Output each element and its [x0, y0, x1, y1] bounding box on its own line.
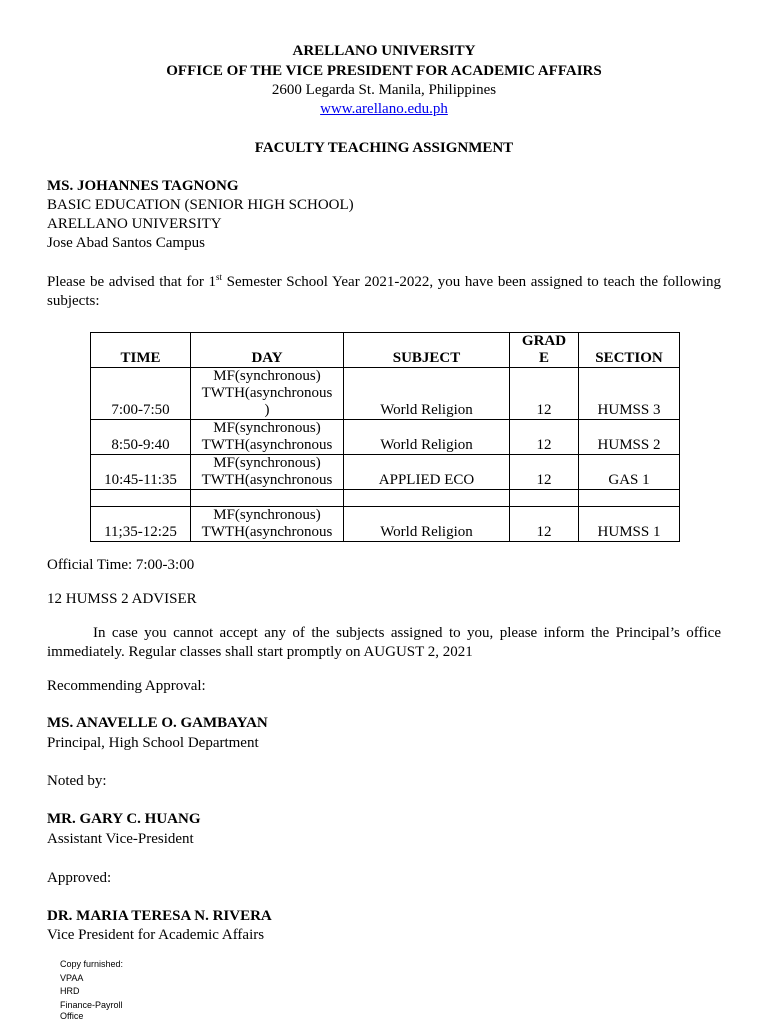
- cell-empty: [579, 490, 680, 507]
- intro-text-start: Please be advised that for 1: [47, 274, 217, 290]
- recipient-name: MS. JOHANNES TAGNONG: [47, 178, 239, 194]
- cell-grade: 12: [510, 455, 579, 490]
- assignment-table: [90, 332, 680, 542]
- cell-day: [191, 368, 344, 420]
- cell-grade: 12: [510, 420, 579, 455]
- copy-furnished-item: HRD: [60, 986, 80, 996]
- table-row-empty: [91, 490, 680, 507]
- intro-paragraph: [47, 273, 721, 311]
- copy-furnished-item: VPAA: [60, 972, 84, 983]
- notice-paragraph: In case you cannot accept any of the subjects assigned to you, please inform the Principal’s office immediately. Regular classes shall start promptly on AUGUST 2, 2021: [47, 625, 721, 660]
- cell-time: 11;35-12:25: [91, 507, 191, 542]
- cell-day: [191, 420, 344, 455]
- cell-empty: [510, 490, 579, 507]
- recipient-school: ARELLANO UNIVERSITY: [47, 216, 222, 232]
- recommending-title: Principal, High School Department: [47, 735, 259, 751]
- copy-furnished-item: Finance-Payroll: [60, 999, 123, 1010]
- recommending-label: Recommending Approval:: [47, 678, 206, 694]
- cell-day-line1: MF(synchronous): [213, 455, 321, 471]
- cell-time: 8:50-9:40: [91, 420, 191, 455]
- cell-day-line2: TWTH(asynchronous: [201, 437, 333, 453]
- approved-title: Vice President for Academic Affairs: [47, 927, 265, 943]
- table-header-row: [91, 333, 680, 368]
- cell-time: 7:00-7:50: [91, 368, 191, 420]
- header-grade: [510, 333, 579, 368]
- cell-day-line1: MF(synchronous): [213, 368, 321, 384]
- cell-section: HUMSS 2: [579, 420, 680, 455]
- recipient-department: BASIC EDUCATION (SENIOR HIGH SCHOOL): [47, 197, 354, 213]
- cell-day-line2: TWTH(asynchronous: [201, 472, 333, 488]
- header-section: SECTION: [579, 333, 680, 368]
- cell-empty: [91, 490, 191, 507]
- intro-text-end: Semester School Year 2021-2022, you have been assigned to teach the following subjects:: [47, 274, 722, 309]
- cell-empty: [344, 490, 510, 507]
- recipient-campus: Jose Abad Santos Campus: [47, 235, 205, 251]
- office-name: OFFICE OF THE VICE PRESIDENT FOR ACADEMIC AFFAIRS: [166, 63, 602, 79]
- cell-day-line2: TWTH(asynchronous: [201, 524, 333, 540]
- cell-section: HUMSS 1: [579, 507, 680, 542]
- university-name: ARELLANO UNIVERSITY: [292, 43, 476, 59]
- header-subject: SUBJECT: [344, 333, 510, 368]
- header-grade-line1: GRAD: [521, 333, 567, 349]
- approved-name: DR. MARIA TERESA N. RIVERA: [47, 908, 272, 924]
- cell-subject: World Religion: [344, 507, 510, 542]
- cell-grade: 12: [510, 507, 579, 542]
- cell-section: HUMSS 3: [579, 368, 680, 420]
- table-row: [91, 507, 680, 542]
- noted-label: Noted by:: [47, 773, 107, 789]
- cell-subject: World Religion: [344, 420, 510, 455]
- official-time: Official Time: 7:00-3:00: [47, 557, 195, 573]
- intro-superscript: st: [216, 272, 223, 282]
- recommending-name: MS. ANAVELLE O. GAMBAYAN: [47, 715, 268, 731]
- address: 2600 Legarda St. Manila, Philippines: [271, 82, 497, 98]
- cell-grade: 12: [510, 368, 579, 420]
- table-row: [91, 455, 680, 490]
- cell-subject: APPLIED ECO: [344, 455, 510, 490]
- copy-furnished-item: Office: [60, 1011, 84, 1021]
- cell-day: [191, 507, 344, 542]
- cell-day-line1: MF(synchronous): [213, 420, 321, 436]
- cell-subject: World Religion: [344, 368, 510, 420]
- document-title: FACULTY TEACHING ASSIGNMENT: [254, 140, 514, 156]
- copy-furnished-label: Copy furnished:: [60, 959, 124, 969]
- cell-day: [191, 455, 344, 490]
- table-row: [91, 368, 680, 420]
- cell-section: GAS 1: [579, 455, 680, 490]
- header-day: DAY: [191, 333, 344, 368]
- cell-time: 10:45-11:35: [91, 455, 191, 490]
- cell-day-line2: TWTH(asynchronous: [201, 385, 333, 401]
- noted-name: MR. GARY C. HUANG: [47, 811, 201, 827]
- website-line: [0, 100, 768, 119]
- adviser-note: 12 HUMSS 2 ADVISER: [47, 591, 197, 607]
- header-time: TIME: [91, 333, 191, 368]
- header-grade-line2: E: [538, 350, 549, 366]
- cell-day-line3: ): [264, 402, 270, 418]
- approved-label: Approved:: [47, 870, 112, 886]
- cell-day-line1: MF(synchronous): [213, 507, 321, 523]
- noted-title: Assistant Vice-President: [47, 831, 194, 847]
- website-link[interactable]: www.arellano.edu.ph: [320, 101, 448, 117]
- cell-empty: [191, 490, 344, 507]
- table-row: [91, 420, 680, 455]
